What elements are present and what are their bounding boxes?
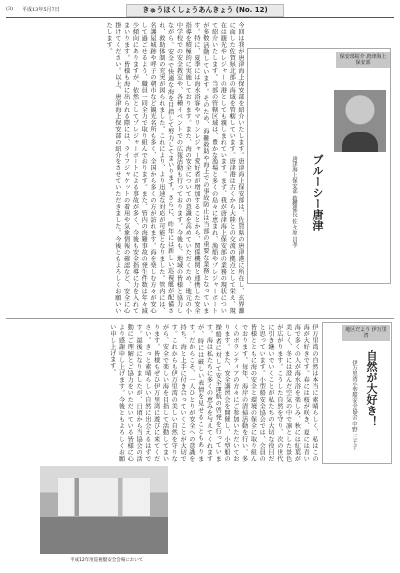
bottom-article-body-cont [180, 466, 394, 566]
top-article-author: 唐津海上保安部 救難係長 佐々原 昌孝 [291, 156, 297, 248]
top-section-tag: 保安部紹介 唐津海上保安部 [336, 52, 390, 68]
bottom-article-title: 自然が大好き！ [365, 350, 378, 427]
event-photo [40, 466, 168, 554]
bottom-article-body: 伊万里湾の自然は本当に素晴らしく、私はこの海が大好きです。春には桜が咲き、夏には青い海で多くの人が海水浴を楽しみ、秋には紅葉が美しく、冬には澄んだ空気の中で凛とした景色が広がります。こうした自然を守り、次の世代に引き継いでいくことが私たちの大切な役目だと思っています。小型船安全協会では、会員の皆様とともに海の安全と環境の保全に取り組んでおります。毎年、海岸の清掃活動を行い、多くのボランティアの方々にご参加いただいております。また、安全講習会を開催し、小型船の操船者に対して安全運航の啓発を行っています。海は私たちに多くの恵みを与えてくれますが、時には厳しい表情を見せることもあります。だからこそ、一人ひとりが安全への意識を持ち、海と上手に付き合っていくことが大切です。これからも伊万里湾の美しい自然を守りながら、安全で楽しい海を目指して活動してまいります。皆様もぜひ伊万里湾に遊びに来てください。きっと素晴らしい自然に出会えるはずです。最後になりましたが、日頃から当協会の活動にご理解とご協力をいただいている皆様に心より感謝申し上げます。今後ともよろしくお願い申し上げます。 [108, 324, 318, 462]
bottom-section-tag: 地区だより 伊万里湾 [342, 325, 390, 341]
issue-date: 平成13年5月7日 [22, 7, 60, 13]
author-photo-top [334, 90, 386, 152]
photo-caption: 平成12年度巡視艇安全会場において [70, 558, 144, 563]
top-article-title: ブルーシー唐津 [311, 154, 324, 231]
page-number: (3) [6, 6, 14, 12]
header-rule [6, 17, 394, 18]
page-header [0, 0, 400, 22]
section-divider [6, 318, 394, 319]
newsletter-title: きゅうほくしょうあんきょう (No. 12) [126, 4, 284, 17]
bottom-article-author: 伊万里湾小型船安全協会 中野 三千子 [351, 360, 357, 450]
top-article-body: 今回は我が唐津海上保安部を紹介いたします。唐津海上保安部は、佐賀県の唐津港に所在し、玄界灘に面した佐賀県北部の海域を管轄しています。唐津港は古くから大陸との交流の拠点として栄え、現在は観光やレジャーの港としても親しまれています。まず、我が唐津海上保安部の業務の現状について紹介いたします。当部の管轄区域は、豊かな漁場と多くの島々に恵まれ、漁船やプレジャーボートが多数活動しています。そのため、海難救助や海上での事故防止は当部の重要な業務となっています。特に、夏季には海水浴客やマリンレジャー愛好者が増加することから、関係機関と連携した安全指導を積極的に実施しております。また、海の安全についての意識を高めていただくため、地元の小中学校での安全教室や、各種イベントでの広報活動も行っております。今後も、地域の皆様と協力しながら、安全で快適な海を目指して努力してまいります。さらに、昨年には新しい巡視艇が配備され、救助体制の充実が図られました。これにより、より迅速な対応が可能となりました。管内には、名護屋城跡や呼子の朝市など観光名所も多く、全国から多くの方が訪れます。海を楽しむ方々が安心して過ごせるよう、職員一同全力で取り組んでおります。また、管内の海難事故の発生件数は年々減少傾向にありますが、依然としてプレジャーボートによる事故が多く、今後も安全指導に力を入れてまいります。皆様も海に出られる際には、ライフジャケットの着用や気象情報の確認など、安全に心掛けてください。以上、唐津海上保安部の紹介をさせていただきました。今後ともよろしくお願いいたします。 [105, 22, 244, 314]
